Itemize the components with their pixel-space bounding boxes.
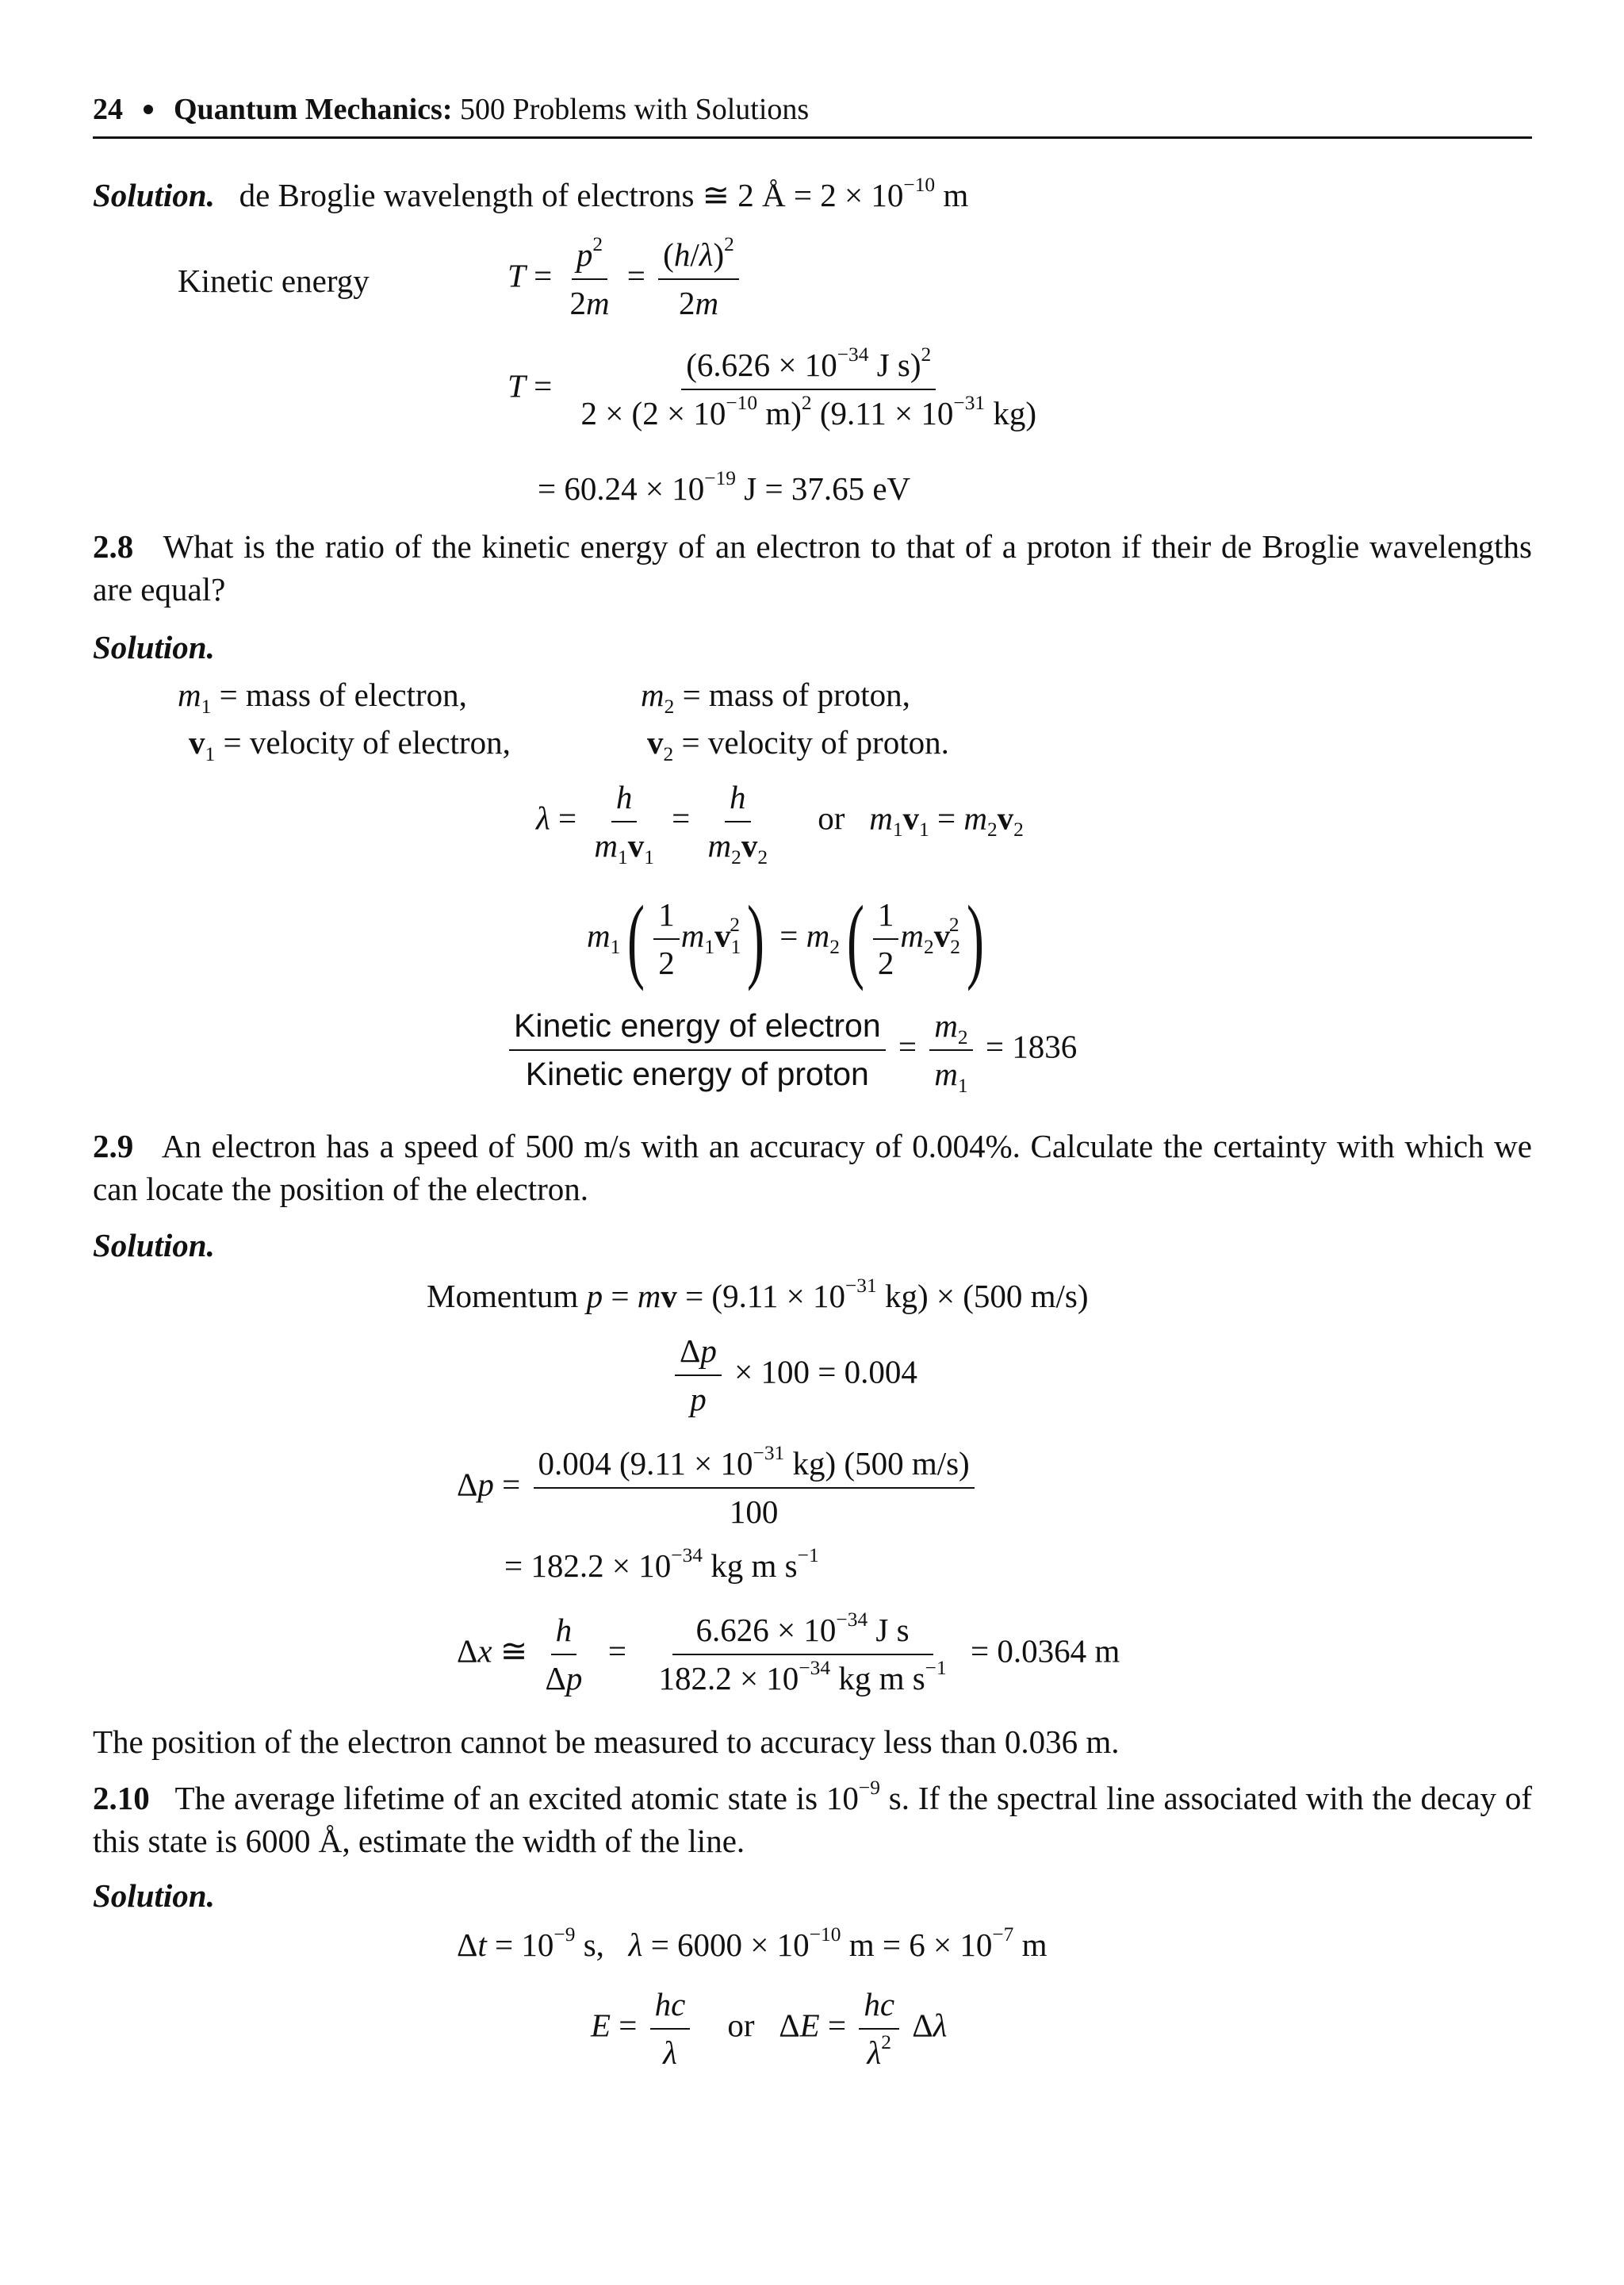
header-rule [93,136,1532,139]
exponent: −10 [903,173,936,196]
exponent: −31 [753,1441,785,1464]
problem-number: 2.8 [93,528,134,565]
solution-label: Solution. [93,1877,215,1914]
energy-equation: E = $\frac{hc}{\lambda}$ or ΔE = $\frac{hc}{\lambda^2}$ Δλ [591,1986,948,2072]
result-tail: J = 37.65 eV [736,470,911,507]
solution-line [93,173,969,215]
h-over-m2v2: $\frac{h}{m_2v_2}$ [707,779,768,869]
problem-2-10 [93,1777,1532,1862]
dp-over-p: $\frac{\Delta p}{p}$ [675,1332,722,1418]
definition-text: = mass of proton, [674,677,910,713]
exponent: −9 [858,1776,880,1799]
exponent: −10 [726,392,758,415]
dp-numerator-tail: kg) (500 m/s) [784,1445,970,1482]
dt-tail: s, [575,1927,604,1963]
percent-value: × 100 = 0.004 [734,1353,917,1390]
book-title: Quantum Mechanics: [174,93,453,126]
solution-label-2-8 [93,628,215,667]
result: = 60.24 × 10 [538,470,705,507]
delta-x-fraction [653,1608,951,1697]
problem-text-tail: s. If the spectral line associated with the decay of this state is 6000 Å, estimate the width of the line. [93,1780,1533,1859]
or-word: or [818,799,845,837]
problem-2-9 [93,1125,1532,1210]
T-fraction: $\frac{(6.626 \times 10^{-34} J s)^2}{2 \times (2 \times 10^{-10} m)^2 (9.11 \times 10^{-31} kg)}$ [580,343,1037,432]
ratio-fraction [509,1007,886,1093]
T-numerator: (6.626 × 10 [686,347,837,383]
ratio-value: = 1836 [985,1028,1078,1065]
solution-label-2-10 [93,1877,215,1915]
dx-denominator: 182.2 × 10 [658,1660,799,1697]
problem-2-8 [93,525,1532,611]
dp-numerator: 0.004 (9.11 × 10 [538,1445,753,1482]
problem-text: What is the ratio of the kinetic energy of an electron to that of a proton if their de Broglie wavelengths are equal? [93,528,1532,608]
exponent: −34 [671,1543,703,1566]
problem-text: The average lifetime of an excited atomic state is 10 [174,1780,859,1816]
unit: m [935,177,969,213]
m2-over-m1: $\frac{m_2}{m_1}$ [929,1007,972,1093]
T-numerator-tail: J s) [868,347,921,383]
momentum-tail: kg) × (500 m/s) [876,1278,1089,1314]
dp-denominator: 100 [729,1493,779,1531]
ratio-numerator: Kinetic energy of electron [509,1007,886,1051]
exponent: −34 [837,343,869,366]
exponent: −9 [553,1923,576,1946]
definition-text: = velocity of electron, [215,724,511,761]
m2-definition: $m_2$ = mass of proton, [641,677,910,718]
definition-text: = velocity of proton. [673,724,949,761]
or-word: or [727,2007,755,2044]
percent-accuracy-equation [670,1332,917,1418]
ratio-equation: $\frac{\text{Kinetic energy of electron}}{\text{Kinetic energy of proton}}$ = $\frac{m_2}{m_1}$ = 1836 [504,1007,1077,1093]
T-denominator-end: kg) [985,395,1037,432]
solution-intro: de Broglie wavelength of electrons ≅ 2 Å = 2 × 10 [239,177,904,213]
page-number: 24 [93,93,123,126]
solution-label-2-9 [93,1226,215,1265]
kinetic-energy-formula: T = $\frac{p^2}{2m}$ = $\frac{(h/\lambda)^2}{2m}$ [508,236,744,322]
delta-p-fraction [534,1441,975,1531]
dt-lambda-line: $\Delta t = 10^{-9}$ s, $\lambda = 6000 \times 10^{-10}$ $m = 6 \times 10^{-7}$ m [457,1923,1048,1963]
kinetic-energy-result [538,466,911,508]
exponent: −34 [836,1608,868,1631]
exponent: −19 [704,466,736,489]
hc-over-lambda-squared: $\frac{hc}{\lambda^2}$ [859,1986,899,2072]
exponent: −10 [809,1923,841,1946]
m1-definition: $m_1$ = mass of electron, [178,677,467,718]
hc-over-lambda: $\frac{hc}{\lambda}$ [650,1986,691,2072]
solution-label: Solution. [93,177,215,213]
exponent: −31 [953,392,986,415]
h-over-m1v1: $\frac{h}{m_1v_1}$ [594,779,654,869]
momentum-equation: Momentum p = mv = ($9.11 \times 10^{-31}$ kg) × (500 m/s) [427,1274,1089,1314]
delta-x-equation: Δx ≅ $\frac{h}{\Delta p}$ = $\frac{6.626 \times 10^{-34} J s}{182.2 \times 10^{-34} kg m s^{-1}}$ = 0.0364 m [457,1608,1120,1697]
ratio-denominator: Kinetic energy of proton [525,1056,869,1093]
kinetic-energy-relation: $m_1$( $\frac{1}{2}$ $m_1v_1^2) = m_2$( $\frac{1}{2}$ $m_2v_2^2$) [587,886,984,991]
exponent: −1 [797,1543,819,1566]
lambda-mid: m = 6 × 10 [841,1927,993,1963]
lambda-value: = 6000 × 10 [642,1927,810,1963]
bullet-icon [144,105,153,114]
dx-denominator-tail: kg m s [830,1660,925,1697]
exponent: −7 [992,1923,1014,1946]
T-denominator-mid: m) [757,395,802,432]
delta-p-equation: Δp = $\frac{0.004 (9.11 \times 10^{-31} kg) (500 m/s)}{100}$ [457,1445,979,1531]
book-subtitle: 500 Problems with Solutions [460,93,810,126]
v2-definition: $v_2$ = velocity of proton. [647,724,949,765]
momentum-word: Momentum [427,1278,579,1314]
running-header [93,92,809,128]
problem-number: 2.10 [93,1780,150,1816]
T-denominator-tail: (9.11 × 10 [811,395,954,432]
v1-definition: $v_1$ = velocity of electron, [189,724,511,765]
solution-label: Solution. [93,1227,215,1263]
exponent: −34 [799,1657,831,1680]
problem-number: 2.9 [93,1128,134,1164]
h-over-dp: $\frac{h}{\Delta p}$ [545,1612,583,1697]
conclusion-text: The position of the electron cannot be measured to accuracy less than 0.036 m. [93,1723,1120,1760]
dt-value: = 10 [486,1927,554,1963]
kinetic-energy-numeric: T = $\frac{(6.626 \times 10^{-34} J s)^2}{2 \times (2 \times 10^{-10} m)^2 (9.11 \times 10^{-31} kg)}$ [508,347,1046,432]
de-broglie-equation: λ = $\frac{h}{m_1v_1}$ = $\frac{h}{m_2v_2}$ or $m_1v_1 = m_2v_2$ [536,779,1024,869]
kinetic-energy-label: Kinetic energy [178,263,370,299]
lambda-tail: m [1013,1927,1048,1963]
momentum-value: = (9.11 × 10 [676,1278,845,1314]
exponent: −1 [925,1657,947,1680]
exponent: −31 [845,1274,877,1297]
dx-numerator-tail: J s [868,1612,910,1648]
result-tail: kg m s [703,1547,798,1584]
result: = 182.2 × 10 [504,1547,672,1584]
h-lambda-over-2m: $\frac{(h/\lambda)^2}{2m}$ [658,236,739,322]
delta-p-result [504,1543,819,1585]
dx-numerator: 6.626 × 10 [695,1612,837,1648]
definition-text: = mass of electron, [211,677,467,713]
problem-text: An electron has a speed of 500 m/s with an accuracy of 0.004%. Calculate the certainty with which we can locate the position of the electron. [93,1128,1532,1207]
solution-label: Solution. [93,629,215,665]
dx-result: = 0.0364 m [970,1632,1120,1670]
p2-over-2m: $\frac{p^2}{2m}$ [569,232,610,322]
T-denominator: 2 × (2 × 10 [580,395,726,432]
